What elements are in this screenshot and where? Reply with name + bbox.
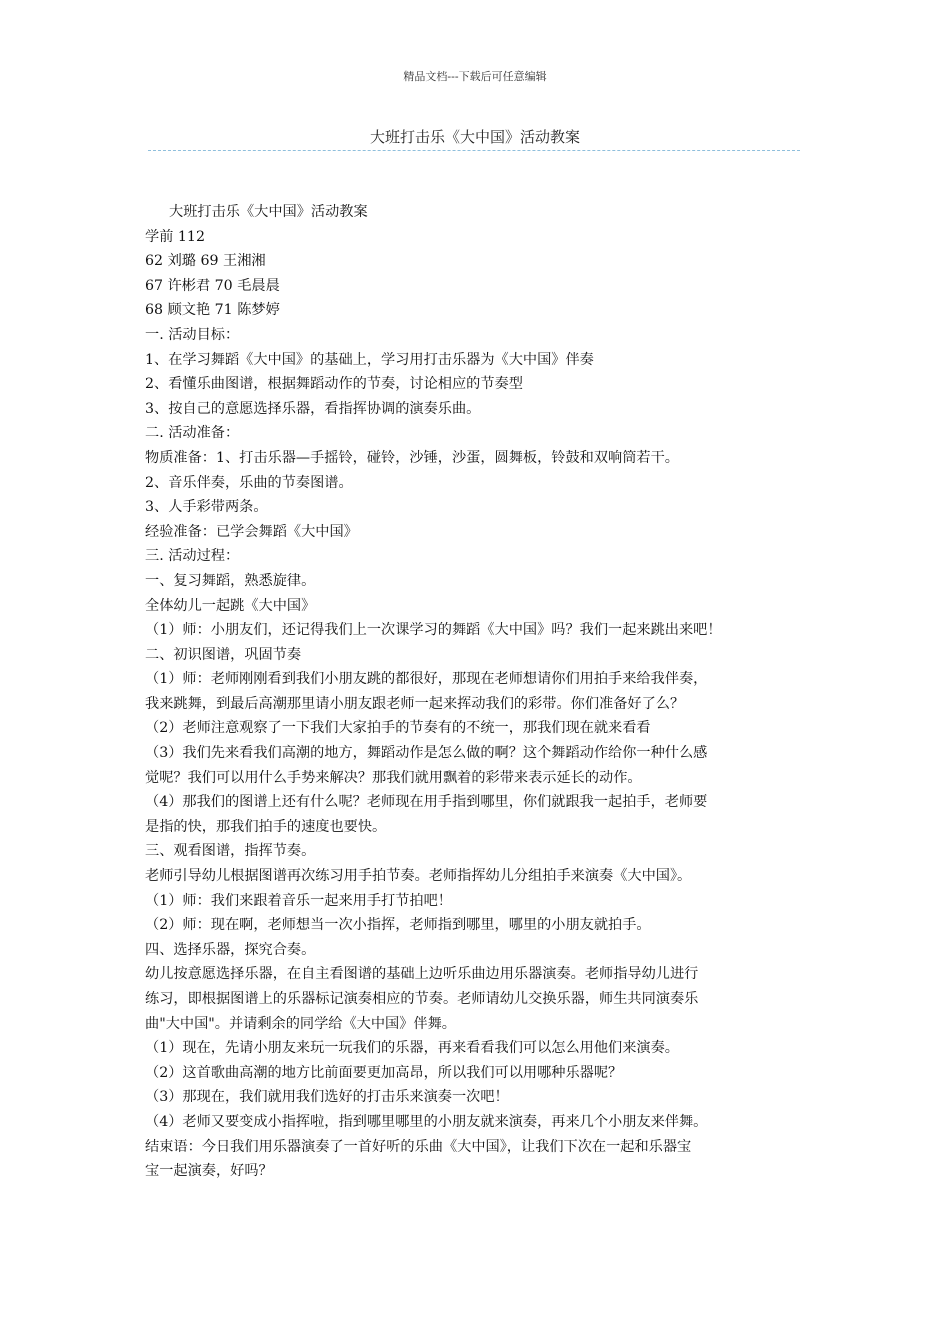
text-line: 68 顾文艳 71 陈梦婷 [145,302,280,319]
text-line: 3、按自己的意愿选择乐器，看指挥协调的演奏乐曲。 [145,400,481,417]
text-line: 曲"大中国"。并请剩余的同学给《大中国》伴舞。 [145,1015,456,1032]
text-line: （2）老师注意观察了一下我们大家拍手的节奏有的不统一，那我们现在就来看看 [145,720,651,737]
text-line: 2、音乐伴奏，乐曲的节奏图谱。 [145,474,353,491]
text-line: （3）我们先来看我们高潮的地方，舞蹈动作是怎么做的啊？这个舞蹈动作给你一种什么感 [145,745,708,762]
text-line: 三、观看图谱，指挥节奏。 [145,843,316,860]
text-line: 经验准备：已学会舞蹈《大中国》 [145,523,358,540]
text-line: （4）老师又要变成小指挥啦，指到哪里哪里的小朋友就来演奏，再来几个小朋友来伴舞。 [145,1113,708,1130]
text-line: 练习，即根据图谱上的乐器标记演奏相应的节奏。老师请幼儿交换乐器，师生共同演奏乐 [145,991,699,1007]
text-line: 四、选择乐器，探究合奏。 [145,941,316,958]
text-line: 幼儿按意愿选择乐器，在自主看图谱的基础上边听乐曲边用乐器演奏。老师指导幼儿进行 [145,966,699,983]
text-line: （2）这首歌曲高潮的地方比前面要更加高昂，所以我们可以用哪种乐器呢？ [145,1064,623,1081]
text-line: （2）师：现在啊，老师想当一次小指挥，老师指到哪里，哪里的小朋友就拍手。 [145,917,651,934]
text-line: 一、复习舞蹈，熟悉旋律。 [145,572,316,589]
section-heading: 一. 活动目标： [145,326,240,343]
title-divider [148,150,800,151]
text-line: （1）现在，先请小朋友来玩一玩我们的乐器，再来看看我们可以怎么用他们来演奏。 [145,1040,679,1057]
document-body [145,200,825,1184]
text-line: 结束语：今日我们用乐器演奏了一首好听的乐曲《大中国》，让我们下次在一起和乐器宝 [145,1138,692,1155]
text-line: （4）那我们的图谱上还有什么呢？老师现在用手指到哪里，你们就跟我一起拍手，老师要 [145,794,708,811]
text-line: 宝一起演奏，好吗？ [145,1163,273,1180]
text-line: 学前 112 [145,228,205,245]
text-line: 67 许彬君 70 毛晨晨 [145,277,280,294]
text-line: （3）那现在，我们就用我们选好的打击乐来演奏一次吧！ [145,1089,509,1106]
document-title: 大班打击乐《大中国》活动教案 [369,128,580,146]
page-header-note: 精品文档---下载后可任意编辑 [403,70,547,83]
body-heading: 大班打击乐《大中国》活动教案 [169,204,368,220]
text-line: （1）师：我们来跟着音乐一起来用手打节拍吧！ [145,892,452,909]
text-line: 是指的快，那我们拍手的速度也要快。 [145,818,387,835]
text-line: 物质准备：1、打击乐器—手摇铃，碰铃，沙锤，沙蛋，圆舞板，铃鼓和双响筒若干。 [145,449,679,466]
text-line: 2、看懂乐曲图谱，根据舞蹈动作的节奏，讨论相应的节奏型 [145,376,523,393]
text-line: 老师引导幼儿根据图谱再次练习用手拍节奏。老师指挥幼儿分组拍手来演奏《大中国》。 [145,868,692,885]
text-line: 62 刘璐 69 王湘湘 [145,253,266,270]
text-line: 觉呢？我们可以用什么手势来解决？那我们就用飘着的彩带来表示延长的动作。 [145,769,642,786]
text-line: 全体幼儿一起跳《大中国》 [145,597,316,614]
text-line: 我来跳舞，到最后高潮那里请小朋友跟老师一起来挥动我们的彩带。你们准备好了么？ [145,695,685,712]
section-heading: 二. 活动准备： [145,425,240,442]
text-line: （1）师：老师刚刚看到我们小朋友跳的都很好，那现在老师想请你们用拍手来给我伴奏， [145,671,708,688]
text-line: （1）师：小朋友们，还记得我们上一次课学习的舞蹈《大中国》吗？我们一起来跳出来吧！ [145,622,722,639]
text-line: 1、在学习舞蹈《大中国》的基础上，学习用打击乐器为《大中国》伴奏 [145,351,594,368]
text-line: 3、人手彩带两条。 [145,499,268,516]
text-line: 二、初识图谱，巩固节奏 [145,646,302,663]
section-heading: 三. 活动过程： [145,548,240,565]
